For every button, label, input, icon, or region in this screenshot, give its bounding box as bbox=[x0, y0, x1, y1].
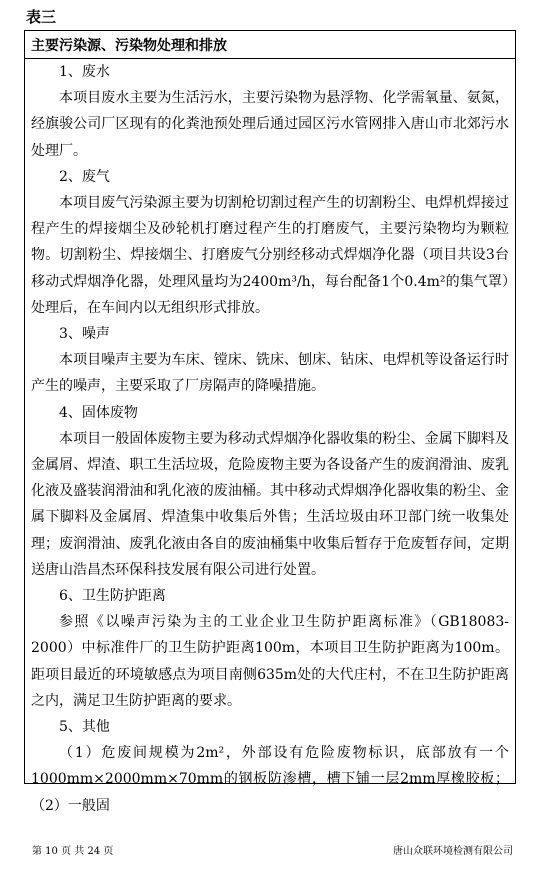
heading-exhaust-gas: 2、废气 bbox=[59, 168, 110, 185]
company-name: 唐山众联环境检测有限公司 bbox=[393, 846, 513, 857]
page-number: 第 10 页 共 24 页 bbox=[32, 846, 114, 857]
heading-health-protection-distance: 6、卫生防护距离 bbox=[59, 588, 166, 605]
heading-wastewater: 1、废水 bbox=[59, 64, 110, 80]
para-wastewater: 本项目废水主要为生活污水，主要污染物为悬浮物、化学需氧量、氨氮，经旗骏公司厂区现有的化粪池预处理后通过园区污水管网排入唐山市北郊污水处理厂。 bbox=[31, 90, 509, 159]
heading-noise: 3、噪声 bbox=[59, 326, 110, 343]
section-body bbox=[25, 59, 515, 819]
content-frame bbox=[24, 30, 516, 814]
heading-other: 5、其他 bbox=[59, 719, 110, 736]
para-solid-waste: 本项目一般固体废物主要为移动式焊烟净化器收集的粉尘、金属下脚料及金属屑、焊渣、职工生活垃圾，危险废物主要为各设备产生的废润滑油、废乳化液及盛装润滑油和乳化液的废油桶。其中移动式焊烟净化器收集的粉尘、金属下脚料及金属屑、焊渣集中收集后外售；生活垃圾由环卫部门统一收集处理；废润滑油、废乳化液由各自的废油桶集中收集后暂存于危废暂存间，定期送唐山浩昌杰环保科技发展有限公司进行处置。 bbox=[31, 430, 509, 578]
section-title: 主要污染源、污染物处理和排放 bbox=[25, 31, 515, 59]
table-label: 表三 bbox=[26, 8, 57, 26]
heading-solid-waste: 4、固体废物 bbox=[59, 404, 138, 421]
para-noise: 本项目噪声主要为车床、镗床、铣床、刨床、钻床、电焊机等设备运行时产生的噪声，主要采取了厂房隔声的降噪措施。 bbox=[31, 352, 509, 395]
para-health-protection-distance: 参照《以噪声污染为主的工业企业卫生防护距离标准》（GB18083-2000）中标准件厂的卫生防护距离100m，本项目卫生防护距离为100m。距项目最近的环境敏感点为项目南侧635m处的大代庄村，不在卫生防护距离之内，满足卫生防护距离的要求。 bbox=[31, 614, 509, 709]
para-other: （1）危废间规模为2m²，外部设有危险废物标识，底部放有一个1000mm×2000mm×70mm的钢板防渗槽，槽下铺一层2mm厚橡胶板；（2）一般固 bbox=[31, 745, 509, 814]
para-exhaust-gas: 本项目废气污染源主要为切割枪切割过程产生的切割粉尘、电焊机焊接过程产生的焊接烟尘及砂轮机打磨过程产生的打磨废气，主要污染物均为颗粒物。切割粉尘、焊接烟尘、打磨废气分别经移动式焊烟净化器（项目共设3台移动式焊烟净化器，处理风量均为2400m³/h，每台配备1个0.4m²的集气罩）处理后，在车间内以无组织形式排放。 bbox=[31, 195, 509, 316]
